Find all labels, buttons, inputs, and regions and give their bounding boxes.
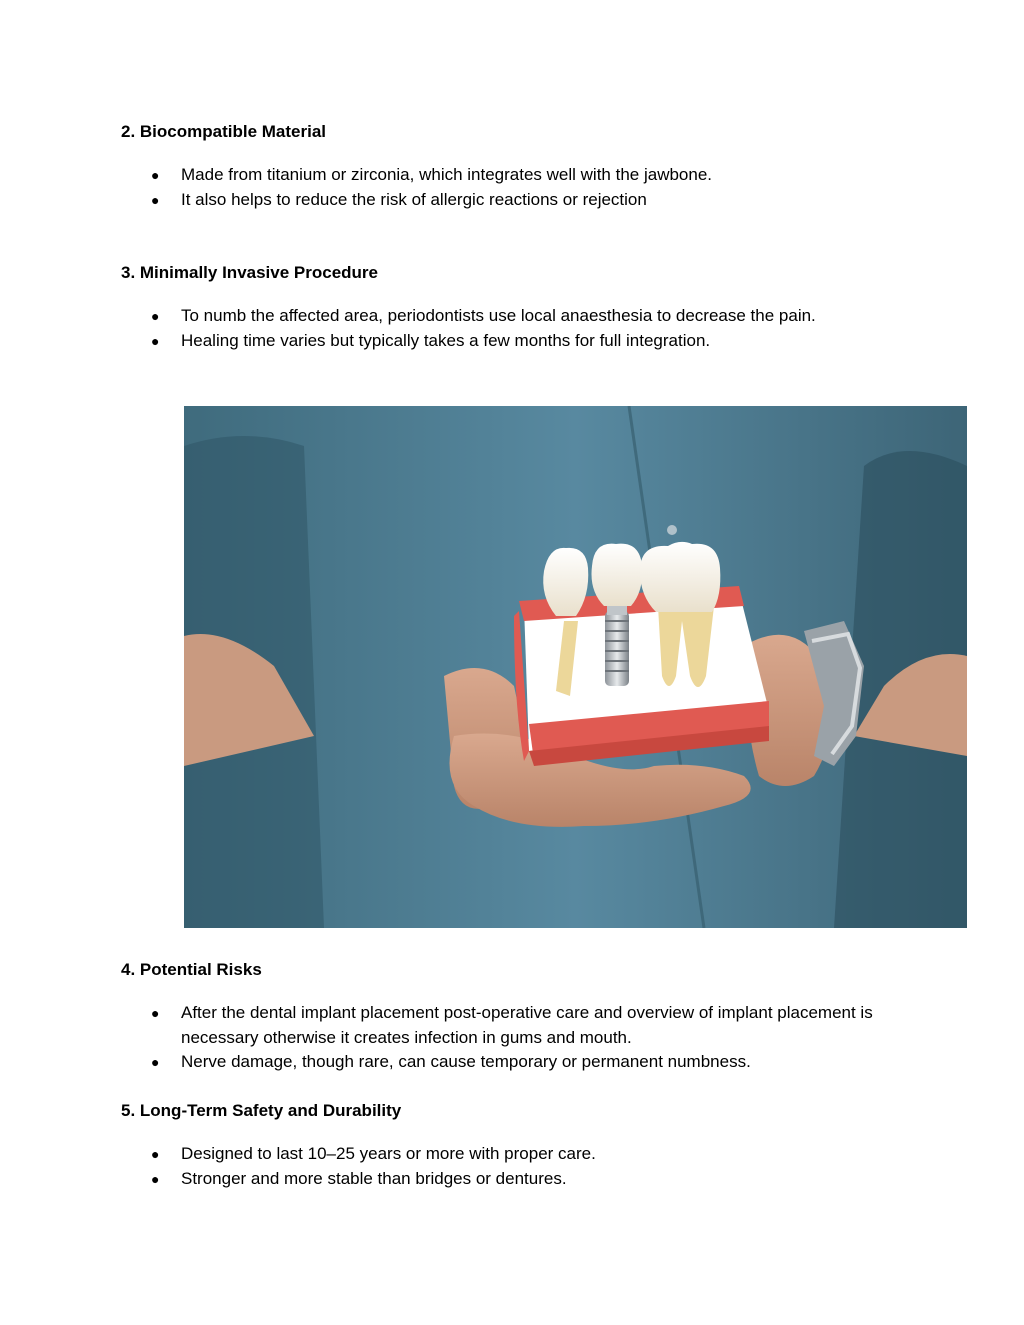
- bullet-icon: ●: [151, 1146, 160, 1162]
- bullet-text: Nerve damage, though rare, can cause temporary or permanent numbness.: [181, 1052, 751, 1071]
- bullet-text: Stronger and more stable than bridges or dentures.: [181, 1168, 567, 1188]
- bullet-icon: ●: [151, 1005, 160, 1021]
- list-item: [151, 1001, 911, 1050]
- bullet-text: It also helps to reduce the risk of allergic reactions or rejection: [181, 189, 647, 209]
- list-item: [151, 188, 911, 213]
- bullet-text: Healing time varies but typically takes a few months for full integration.: [181, 330, 711, 350]
- list-item: [151, 163, 911, 188]
- bullet-icon: ●: [151, 1170, 160, 1187]
- list-item: [151, 1167, 911, 1192]
- bullet-list-biocompatible: [151, 163, 911, 212]
- list-item: [151, 1050, 911, 1075]
- dental-implant-model-photo: [184, 406, 967, 928]
- section-heading-potential-risks: 4. Potential Risks: [121, 960, 262, 979]
- bullet-list-minimally-invasive: [151, 304, 911, 353]
- section-heading-minimally-invasive: 3. Minimally Invasive Procedure: [121, 263, 379, 282]
- list-item: [151, 1142, 911, 1167]
- list-item: [151, 329, 911, 354]
- bullet-text: After the dental implant placement post-operative care and overview of implant placement is necessary otherwise it creates infection in gums and mouth.: [181, 1003, 873, 1047]
- bullet-text: Designed to last 10–25 years or more with proper care.: [181, 1144, 596, 1163]
- list-item: [151, 304, 911, 329]
- section-heading-biocompatible: 2. Biocompatible Material: [121, 122, 326, 141]
- bullet-icon: ●: [151, 332, 160, 349]
- bullet-icon: ●: [151, 1054, 160, 1070]
- photo-illustration: [184, 406, 967, 928]
- bullet-text: To numb the affected area, periodontists use local anaesthesia to decrease the pain.: [181, 306, 816, 325]
- bullet-icon: ●: [151, 191, 160, 208]
- bullet-list-potential-risks: [151, 1001, 911, 1075]
- bullet-text: Made from titanium or zirconia, which integrates well with the jawbone.: [181, 165, 713, 184]
- bullet-icon: ●: [151, 308, 160, 324]
- bullet-icon: ●: [151, 167, 160, 183]
- section-heading-long-term-safety: 5. Long-Term Safety and Durability: [121, 1101, 402, 1120]
- bullet-list-long-term-safety: [151, 1142, 911, 1191]
